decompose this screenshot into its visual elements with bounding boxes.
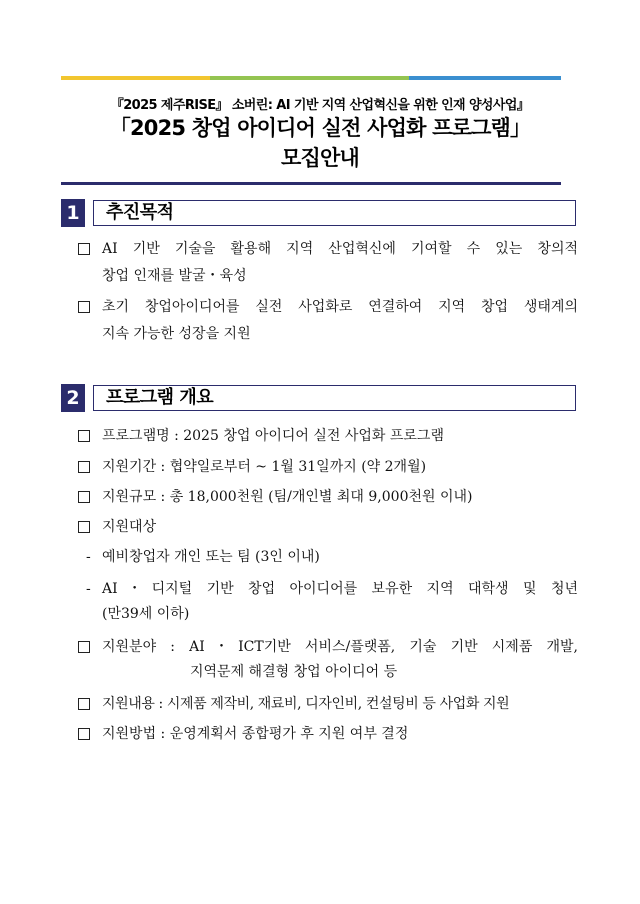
section-header-1 — [61, 199, 578, 227]
title-divider — [61, 182, 561, 185]
item-text: 지원기간 : 협약일로부터 ~ 1월 31일까지 (약 2개월) — [102, 459, 427, 475]
item-text-continuation: 창업 인재를 발굴・육성 — [102, 268, 247, 284]
item-text-continuation: 지역문제 해결형 창업 아이디어 등 — [190, 664, 398, 680]
checkbox-bullet-icon — [78, 728, 90, 740]
checkbox-bullet-icon — [78, 698, 90, 710]
section-header-2 — [61, 384, 578, 412]
item-text: 프로그램명 : 2025 창업 아이디어 실전 사업화 프로그램 — [102, 428, 444, 444]
dash-bullet-icon: - — [86, 549, 91, 565]
document-subtitle: 『2025 제주RISE』 소버린: AI 기반 지역 산업혁신을 위한 인재 양성사업』 — [110, 98, 530, 113]
checkbox-bullet-icon — [78, 461, 90, 473]
item-text: AI・디지털 기반 창업 아이디어를 보유한 지역 대학생 및 청년 — [102, 581, 578, 597]
item-text: AI 기반 기술을 활용해 지역 산업혁신에 기여할 수 있는 창의적 — [102, 241, 578, 257]
item-text-continuation: (만39세 이하) — [102, 606, 190, 622]
section-number-badge: 2 — [61, 384, 85, 412]
checkbox-bullet-icon — [78, 243, 90, 255]
section-number-badge: 1 — [61, 199, 85, 227]
item-text: 지원대상 — [102, 519, 157, 535]
checkbox-bullet-icon — [78, 491, 90, 503]
item-text: 지원규모 : 총 18,000천원 (팀/개인별 최대 9,000천원 이내) — [102, 489, 473, 505]
section-title-box — [93, 385, 576, 411]
document-title-line2: 모집안내 — [281, 146, 359, 170]
color-bar-blue — [409, 76, 561, 80]
checkbox-bullet-icon — [78, 521, 90, 533]
dash-bullet-icon: - — [86, 581, 91, 597]
color-bar-yellow — [61, 76, 210, 80]
checkbox-bullet-icon — [78, 641, 90, 653]
item-text: 예비창업자 개인 또는 팀 (3인 이내) — [102, 549, 320, 565]
item-text: 지원분야 : AI・ICT기반 서비스/플랫폼, 기술 기반 시제품 개발, — [102, 639, 578, 655]
decorative-color-bar — [61, 76, 561, 80]
item-text: 지원방법 : 운영계획서 종합평가 후 지원 여부 결정 — [102, 726, 409, 742]
section-title-box — [93, 200, 576, 226]
document-title: 「2025 창업 아이디어 실전 사업화 프로그램」 — [109, 116, 531, 140]
color-bar-green — [210, 76, 409, 80]
item-text-continuation: 지속 가능한 성장을 지원 — [102, 326, 251, 342]
item-text: 지원내용 : 시제품 제작비, 재료비, 디자인비, 컨설팅비 등 사업화 지원 — [102, 696, 510, 712]
checkbox-bullet-icon — [78, 301, 90, 313]
item-text: 초기 창업아이디어를 실전 사업화로 연결하여 지역 창업 생태계의 — [102, 299, 578, 315]
section-title: 프로그램 개요 — [106, 387, 214, 408]
checkbox-bullet-icon — [78, 430, 90, 442]
section-title: 추진목적 — [106, 202, 174, 223]
